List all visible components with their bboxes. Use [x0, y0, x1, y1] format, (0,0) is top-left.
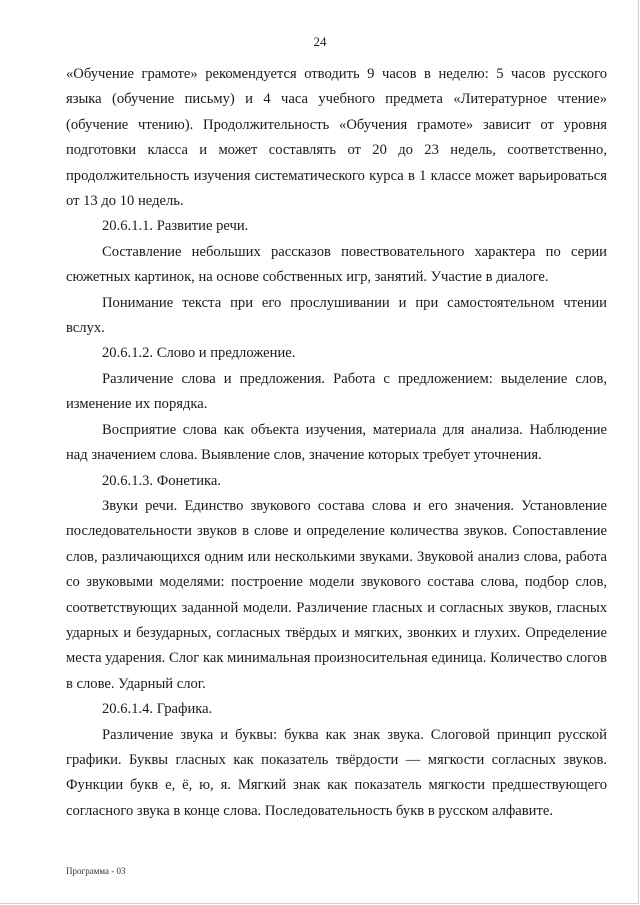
page-number: 24 — [313, 34, 327, 49]
section-heading-word-sentence: 20.6.1.2. Слово и предложение. — [102, 345, 296, 362]
section-heading-phonetics: 20.6.1.3. Фонетика. — [102, 472, 222, 489]
section-heading-graphics: 20.6.1.4. Графика. — [102, 701, 213, 718]
paragraph-intro: «Обучение грамоте» рекомендуется отводить 9 часов в неделю: 5 часов русского языка (обучение письму) и 4 часа учебного предмета «Литературное чтение» (обучение чтению). Продолжительность «Обучения грамоте» зависит от уровня подготовки класса и может составлять от 20 до 23 недель, соответственно, продолжительность изучения систематического курса в 1 классе может варьироваться от 13 до 10 недель. — [66, 66, 607, 210]
paragraph-word-perception: Восприятие слова как объекта изучения, материала для анализа. Наблюдение над значением слова. Выявление слов, значение которых требует уточнения. — [66, 421, 607, 464]
document-body — [66, 62, 607, 824]
paragraph-phonetics: Звуки речи. Единство звукового состава слова и его значения. Установление последовательности звуков в слове и определение количества звуков. Сопоставление слов, различающихся одним или несколькими звуками. Звуковой анализ слова, работа со звуковыми моделями: построение модели звукового состава слова, подбор слов, соответствующих заданной модели. Различение гласных и согласных звуков, гласных ударных и безударных, согласных твёрдых и мягких, звонких и глухих. Определение места ударения. Слог как минимальная произносительная единица. Количество слогов в слове. Ударный слог. — [66, 497, 607, 692]
paragraph-word-sentence-distinction: Различение слова и предложения. Работа с предложением: выделение слов, изменение их порядка. — [66, 370, 607, 413]
paragraph-text-understanding: Понимание текста при его прослушивании и при самостоятельном чтении вслух. — [66, 294, 607, 337]
paragraph-speech-development: Составление небольших рассказов повествовательного характера по серии сюжетных картинок, на основе собственных игр, занятий. Участие в диалоге. — [66, 243, 607, 286]
paragraph-graphics: Различение звука и буквы: буква как знак звука. Слоговой принцип русской графики. Буквы гласных как показатель твёрдости — мягкости согласных звуков. Функции букв е, ё, ю, я. Мягкий знак как показатель мягкости предшествующего согласного звука в конце слова. Последовательность букв в русском алфавите. — [66, 726, 607, 819]
footer-program-label: Программа - 03 — [66, 866, 126, 876]
section-heading-speech-development: 20.6.1.1. Развитие речи. — [102, 218, 249, 235]
